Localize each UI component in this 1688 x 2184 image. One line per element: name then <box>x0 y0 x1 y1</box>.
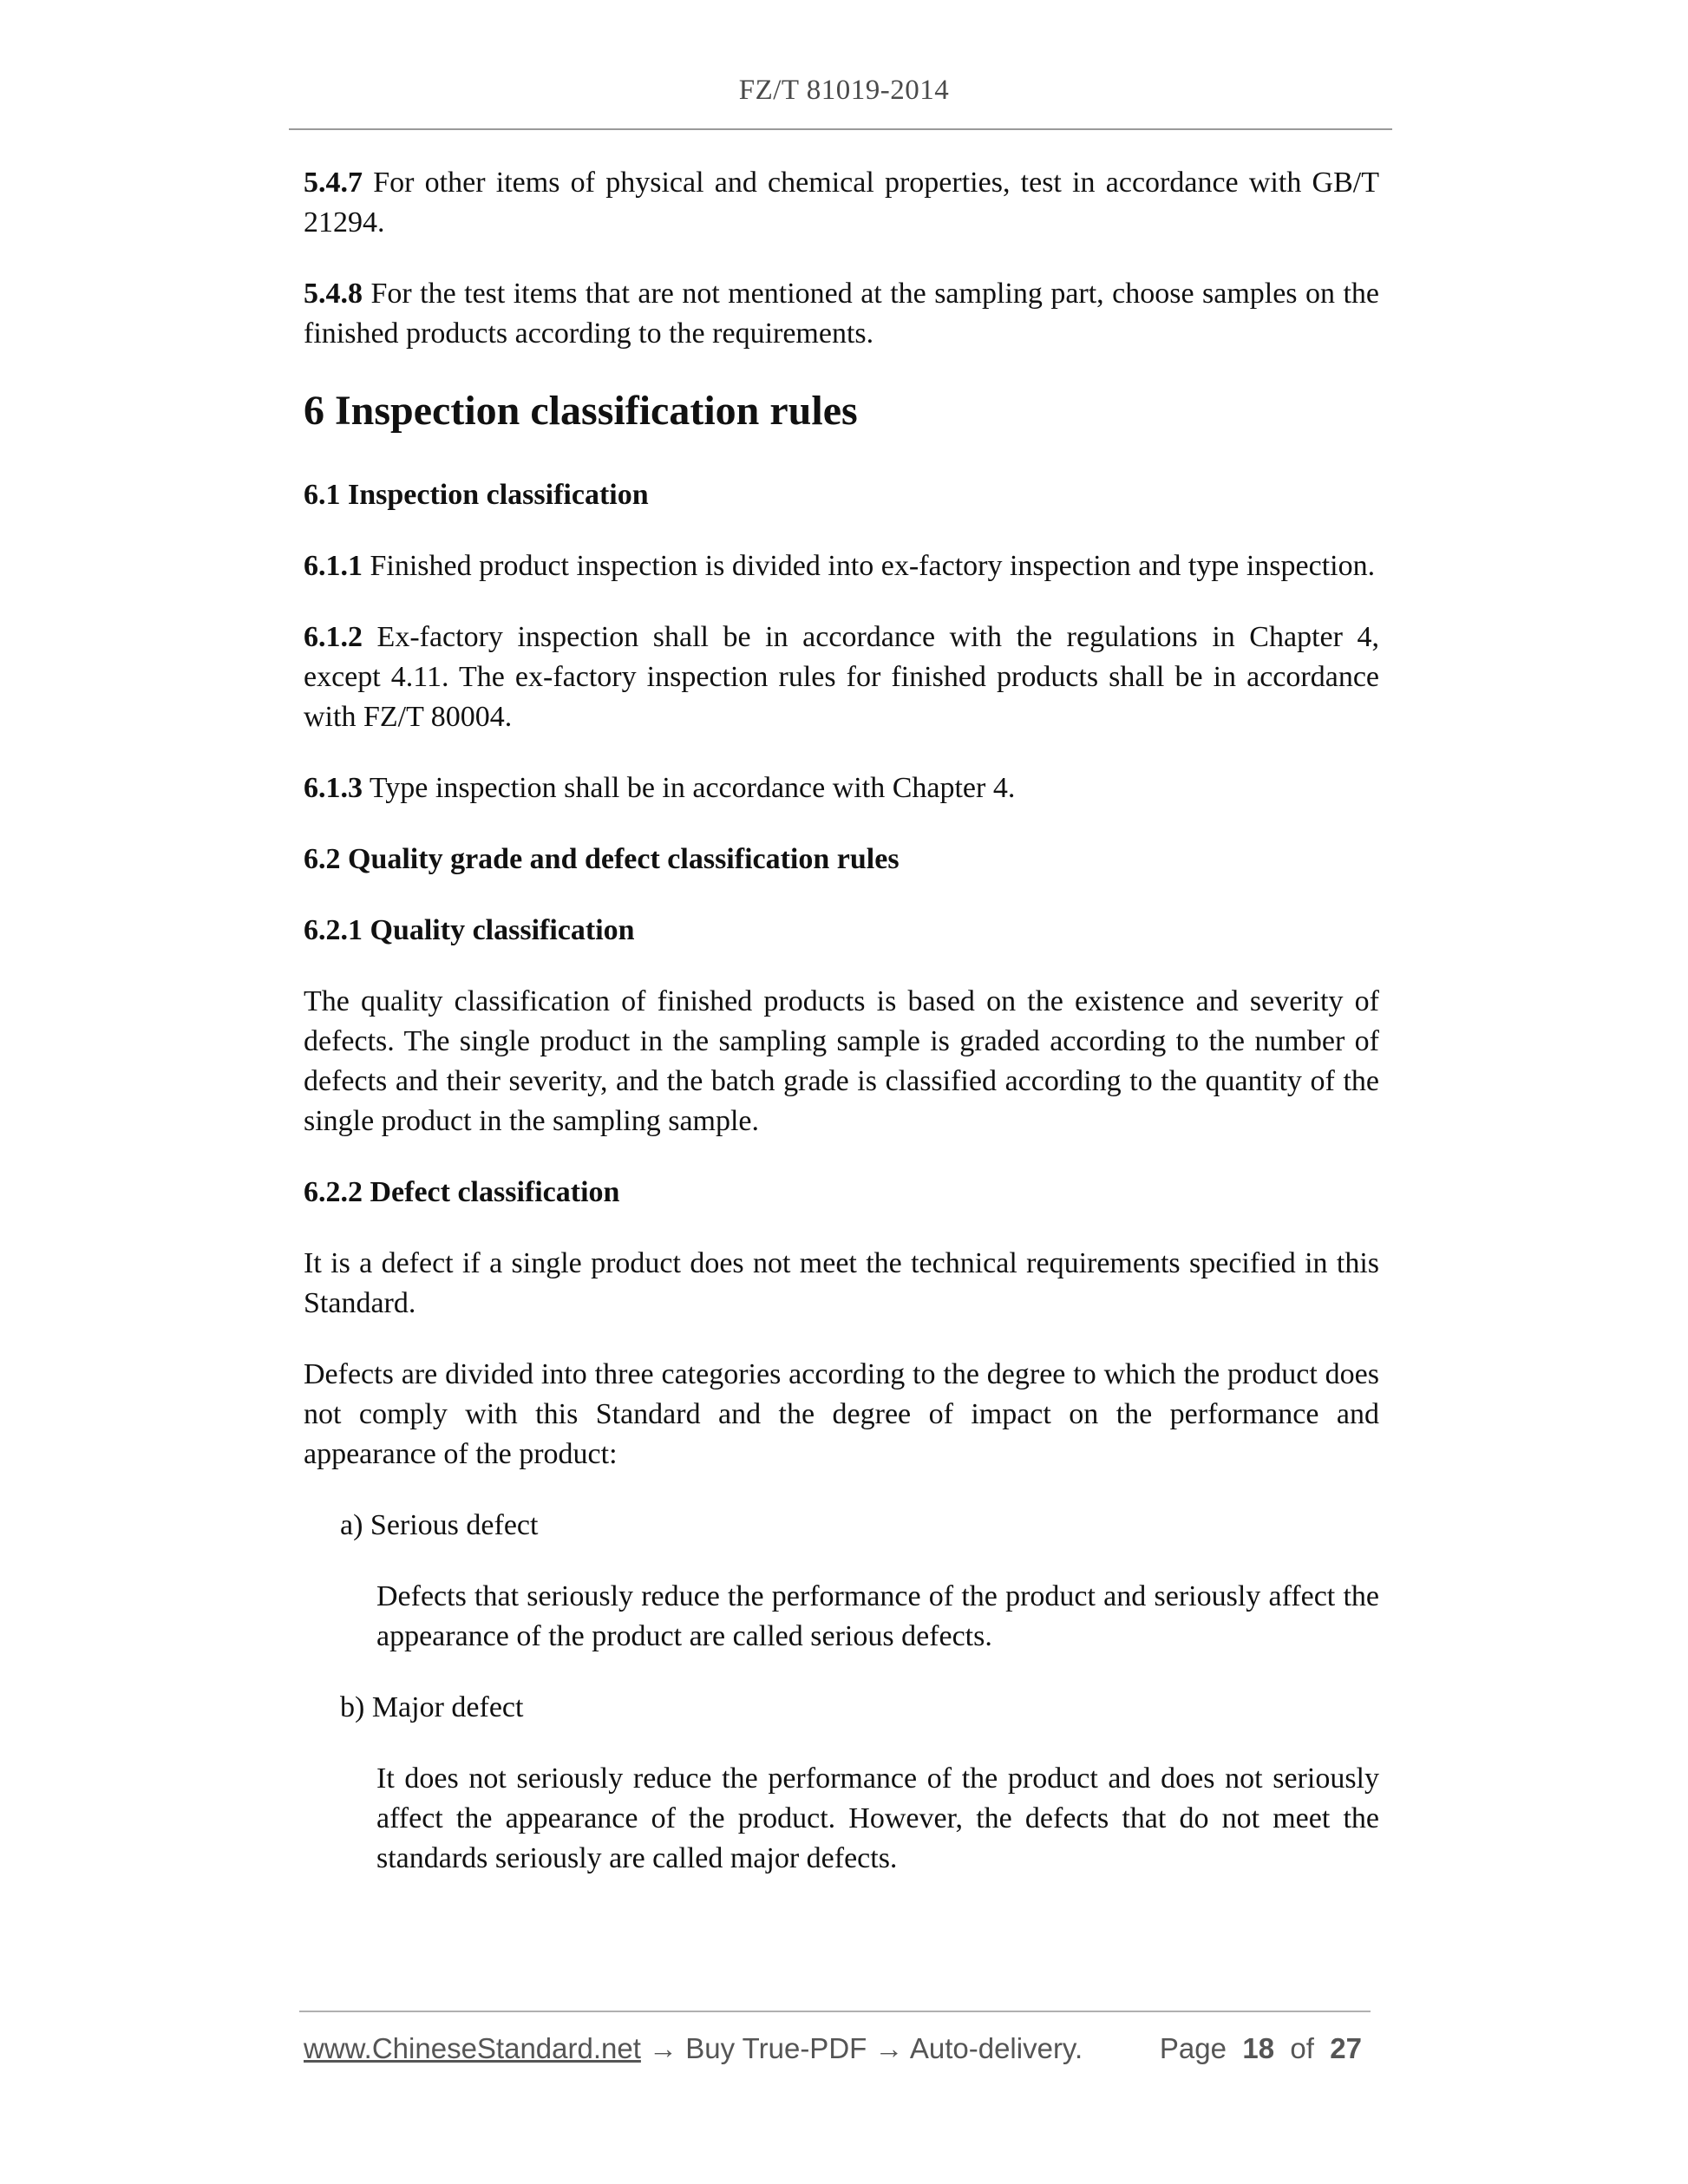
clause-6-1-3 <box>304 768 1379 808</box>
clause-text: Finished product inspection is divided into ex-factory inspection and type inspection. <box>363 550 1376 582</box>
clause-text: Type inspection shall be in accordance with Chapter 4. <box>363 772 1016 804</box>
paragraph-defect-definition: It is a defect if a single product does not meet the technical requirements specified in this Standard. <box>304 1247 1379 1319</box>
current-page: 18 <box>1242 2032 1275 2064</box>
page-content <box>304 163 1379 1910</box>
document-header: FZ/T 81019-2014 <box>738 75 950 106</box>
section-heading-6-2: 6.2 Quality grade and defect classification rules <box>304 843 900 875</box>
buy-pdf-text: Buy True-PDF <box>685 2032 867 2064</box>
chapter-heading-6: 6 Inspection classification rules <box>304 388 858 434</box>
section-heading-6-1: 6.1 Inspection classification <box>304 479 649 511</box>
clause-6-1-2 <box>304 618 1379 737</box>
clause-text: For other items of physical and chemical properties, test in accordance with GB/T 21294. <box>304 167 1379 239</box>
clause-number: 6.1.3 <box>304 772 363 804</box>
auto-delivery-text: Auto-delivery. <box>909 2032 1083 2064</box>
of-label: of <box>1290 2032 1314 2064</box>
clause-5-4-8 <box>304 274 1379 354</box>
header-divider <box>289 128 1392 130</box>
page-label: Page <box>1159 2032 1227 2064</box>
clause-6-1-1 <box>304 546 1379 586</box>
footer-divider <box>299 2011 1371 2012</box>
list-item-label-major: b) Major defect <box>340 1691 524 1723</box>
website-link[interactable]: www.ChineseStandard.net <box>304 2032 641 2064</box>
total-pages: 27 <box>1330 2032 1362 2064</box>
section-heading-6-2-2: 6.2.2 Defect classification <box>304 1176 620 1208</box>
clause-number: 5.4.8 <box>304 278 363 310</box>
clause-number: 5.4.7 <box>304 167 363 199</box>
clause-number: 6.1.2 <box>304 621 363 653</box>
list-item-body-serious: Defects that seriously reduce the performance of the product and seriously affect the appearance of the product are called serious defects. <box>376 1580 1379 1652</box>
clause-text: Ex-factory inspection shall be in accordance with the regulations in Chapter 4, except 4.11. The ex-factory inspection rules for finished products shall be in accordance with FZ/T 80004. <box>304 621 1379 733</box>
list-item-label-serious: a) Serious defect <box>340 1509 539 1541</box>
clause-5-4-7 <box>304 163 1379 243</box>
arrow-right-icon: → <box>649 2032 678 2064</box>
section-heading-6-2-1: 6.2.1 Quality classification <box>304 914 635 946</box>
page-number <box>1160 2030 1362 2068</box>
clause-text: For the test items that are not mentioned at the sampling part, choose samples on the finished products according to the requirements. <box>304 278 1379 350</box>
list-item-body-major: It does not seriously reduce the performance of the product and does not seriously affect the appearance of the product. However, the defects that do not meet the standards seriously are called major defects. <box>376 1762 1379 1874</box>
paragraph-quality-classification: The quality classification of finished products is based on the existence and severity of defects. The single product in the sampling sample is graded according to the number of defects and their severity, and the batch grade is classified according to the quantity of the single product in the sampling sample. <box>304 985 1379 1137</box>
clause-number: 6.1.1 <box>304 550 363 582</box>
paragraph-defect-categories: Defects are divided into three categories according to the degree to which the product does not comply with this Standard and the degree of impact on the performance and appearance of the product: <box>304 1358 1379 1470</box>
footer-promo <box>304 2030 1083 2068</box>
arrow-right-icon: → <box>874 2032 904 2064</box>
